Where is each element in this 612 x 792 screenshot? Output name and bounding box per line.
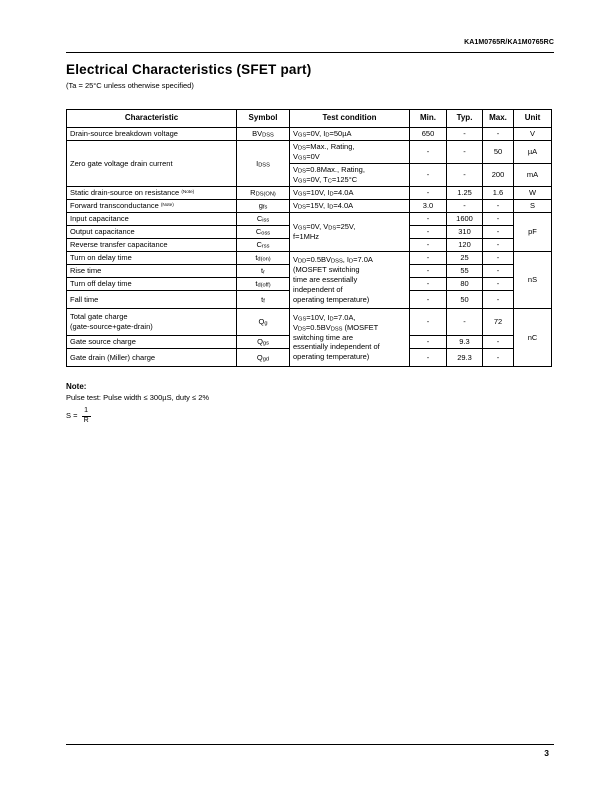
col-header-characteristic: Characteristic [67,110,237,128]
cell-characteristic: Zero gate voltage drain current [67,141,237,187]
cell-symbol: $t_{d(on)}$ [237,252,290,265]
cell-unit: nC [514,309,552,367]
cell-typ: - [447,128,483,141]
cell-min: - [410,291,447,309]
cell-max: - [483,336,514,349]
formula-numerator: 1 [82,407,91,417]
cell-test-condition: $V_{DS}=0.8Max$., Rating, $V_{GS}=0V$, $T_C=125^\circ C$ [290,164,410,187]
header-rule [66,52,554,53]
cell-max: - [483,128,514,141]
cell-max: - [483,239,514,252]
table-header-row [67,110,552,128]
cell-unit: µA [514,141,552,164]
cell-symbol: $g_{fs}$ [237,200,290,213]
note-formula [66,407,209,426]
cell-min: - [410,213,447,226]
page-number: 3 [544,748,549,758]
cell-symbol: $t_{d(off)}$ [237,278,290,291]
cell-characteristic: Gate drain (Miller) charge [67,349,237,367]
cell-symbol: $C_{iss}$ [237,213,290,226]
table-row-rdson [67,187,552,200]
cell-min: 3.0 [410,200,447,213]
cell-symbol: $I_{DSS}$ [237,141,290,187]
cell-typ: 50 [447,291,483,309]
cell-typ: 310 [447,226,483,239]
cell-characteristic: Drain-source breakdown voltage [67,128,237,141]
cell-characteristic: Reverse transfer capacitance [67,239,237,252]
col-header-test-condition: Test condition [290,110,410,128]
col-header-unit: Unit [514,110,552,128]
formula-equals: = [73,411,78,421]
cell-max: - [483,226,514,239]
cell-symbol: $R_{DS(ON)}$ [237,187,290,200]
cell-unit: pF [514,213,552,252]
cell-min: - [410,265,447,278]
formula-lhs: S [66,411,72,421]
cell-characteristic: Turn on delay time [67,252,237,265]
cell-test-condition: $V_{GS}=0V$, $V_{DS}=25V$, f=1MHz [290,213,410,252]
cell-max: - [483,349,514,367]
cell-characteristic: Forward transconductance $^{(Note)}$ [67,200,237,213]
document-header-part-number: KA1M0765R/KA1M0765RC [464,39,554,46]
cell-characteristic: Rise time [67,265,237,278]
cell-typ: 9.3 [447,336,483,349]
cell-typ: 120 [447,239,483,252]
cell-unit: V [514,128,552,141]
cell-test-condition: $V_{DS}=15V$, $I_D=4.0A$ [290,200,410,213]
cell-max: 200 [483,164,514,187]
cell-characteristic: Static drain-source on resistance $^{(Note)}$ [67,187,237,200]
cell-characteristic: Input capacitance [67,213,237,226]
cell-characteristic: Output capacitance [67,226,237,239]
col-header-min: Min. [410,110,447,128]
cell-test-condition: $V_{DD}=0.5BV_{DSS}$, $I_D=7.0A$ (MOSFET switching time are essentially independent of operating temperature) [290,252,410,309]
cell-max: - [483,291,514,309]
cell-typ: 29.3 [447,349,483,367]
cell-test-condition: $V_{GS}=10V$, $I_D=4.0A$ [290,187,410,200]
note-section [66,381,209,426]
table-row-ciss [67,213,552,226]
formula-fraction [82,407,91,426]
cell-min: - [410,226,447,239]
cell-typ: - [447,164,483,187]
cell-typ: - [447,141,483,164]
formula-denominator: R [83,417,89,425]
cell-symbol: $BV_{DSS}$ [237,128,290,141]
table-row-idss-a [67,141,552,164]
cell-typ: 1600 [447,213,483,226]
cell-symbol: $t_f$ [237,291,290,309]
cell-symbol: $Q_{gd}$ [237,349,290,367]
cell-unit: nS [514,252,552,309]
cell-max: 50 [483,141,514,164]
note-pulse-test: Pulse test: Pulse width ≤ 300µS, duty ≤ 2% [66,392,210,402]
cell-symbol: $C_{rss}$ [237,239,290,252]
col-header-max: Max. [483,110,514,128]
cell-characteristic: Fall time [67,291,237,309]
cell-characteristic: Total gate charge (gate-source+gate-drain) [67,309,237,336]
cell-min: - [410,252,447,265]
cell-max: - [483,278,514,291]
footer-rule [66,744,554,745]
table-row-qg [67,309,552,336]
cell-typ: 55 [447,265,483,278]
table-row-gfs [67,200,552,213]
note-label: Note: [66,382,87,391]
cell-typ: 1.25 [447,187,483,200]
cell-min: - [410,239,447,252]
table-row-tdon [67,252,552,265]
cell-max: - [483,265,514,278]
cell-symbol: $Q_{gs}$ [237,336,290,349]
cell-typ: - [447,200,483,213]
cell-max: 72 [483,309,514,336]
cell-typ: 80 [447,278,483,291]
cell-typ: - [447,309,483,336]
page-title: Electrical Characteristics (SFET part) [66,62,312,77]
cell-min: - [410,349,447,367]
cell-min: - [410,164,447,187]
cell-min: - [410,187,447,200]
cell-max: - [483,213,514,226]
cell-max: - [483,252,514,265]
cell-min: - [410,278,447,291]
cell-test-condition: $V_{GS}=10V$, $I_D=7.0A$, $V_{DS}=0.5BV_{DSS}$ (MOSFET switching time are essentially independent of operating temperature) [290,309,410,367]
page-subtitle: (Ta = 25°C unless otherwise specified) [66,81,194,90]
table-row-bvdss [67,128,552,141]
col-header-symbol: Symbol [237,110,290,128]
cell-characteristic: Gate source charge [67,336,237,349]
cell-symbol: $Q_g$ [237,309,290,336]
cell-unit: mA [514,164,552,187]
cell-unit: W [514,187,552,200]
cell-symbol: $t_r$ [237,265,290,278]
cell-min: - [410,336,447,349]
cell-characteristic: Turn off delay time [67,278,237,291]
cell-unit: S [514,200,552,213]
cell-typ: 25 [447,252,483,265]
cell-max: 1.6 [483,187,514,200]
cell-symbol: $C_{oss}$ [237,226,290,239]
cell-min: - [410,309,447,336]
cell-test-condition: $V_{DS}=Max$., Rating, $V_{GS}=0V$ [290,141,410,164]
cell-min: 650 [410,128,447,141]
characteristics-table [66,109,552,367]
cell-test-condition: $V_{GS}=0V$, $I_D=50\mu A$ [290,128,410,141]
col-header-typ: Typ. [447,110,483,128]
cell-min: - [410,141,447,164]
cell-max: - [483,200,514,213]
